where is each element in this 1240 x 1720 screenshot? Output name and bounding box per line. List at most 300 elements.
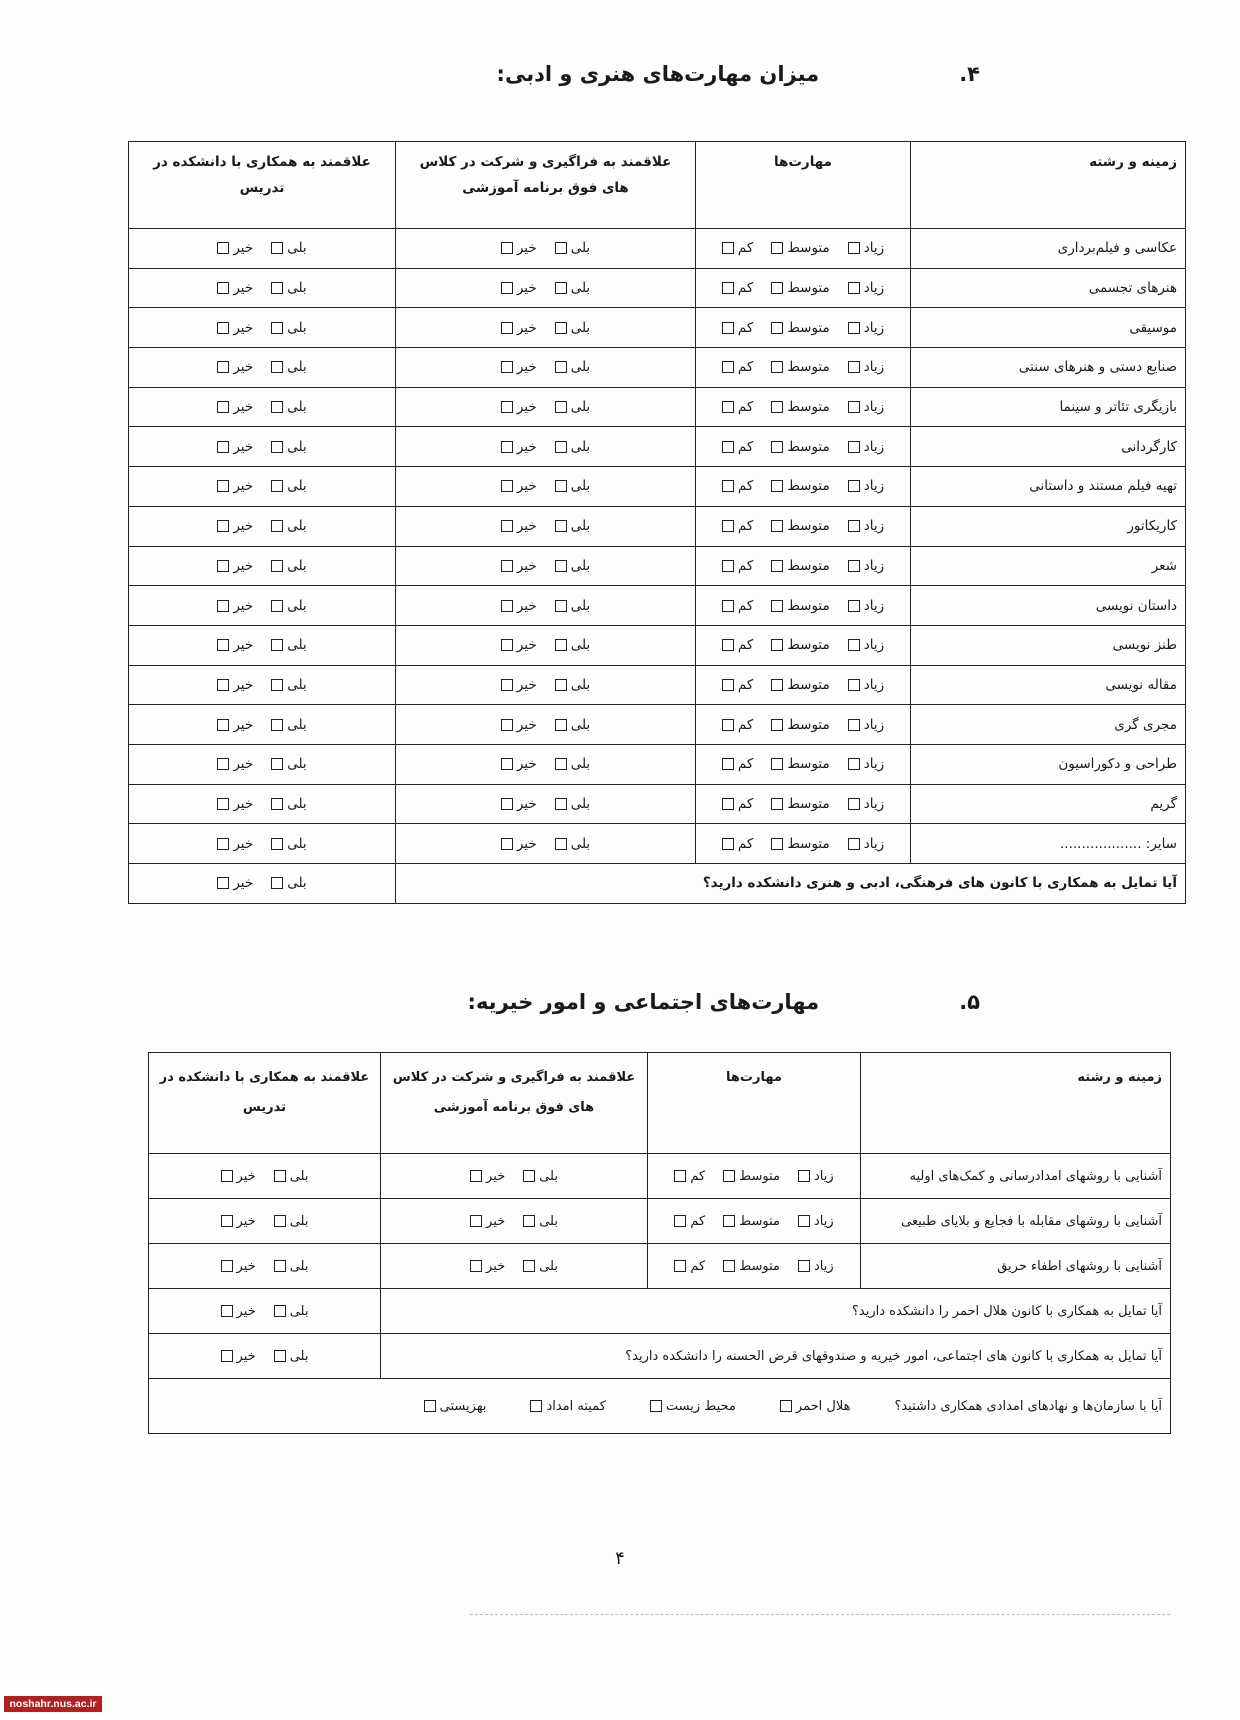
yes-checkbox[interactable] (523, 1260, 535, 1272)
medium-option[interactable] (723, 1214, 780, 1229)
no-option[interactable] (217, 558, 253, 574)
yes-option[interactable] (555, 558, 590, 574)
no-option[interactable] (221, 1169, 256, 1184)
yes-checkbox[interactable] (555, 798, 567, 810)
no-checkbox[interactable] (501, 600, 513, 612)
yes-checkbox[interactable] (271, 242, 283, 254)
yes-checkbox[interactable] (271, 480, 283, 492)
medium-checkbox[interactable] (723, 1170, 735, 1182)
no-option[interactable] (501, 359, 537, 375)
no-option[interactable] (501, 478, 537, 494)
no-checkbox[interactable] (217, 798, 229, 810)
yes-checkbox[interactable] (555, 600, 567, 612)
no-option[interactable] (501, 717, 537, 733)
no-option[interactable] (217, 478, 253, 494)
no-option[interactable] (501, 677, 537, 693)
high-option[interactable] (798, 1259, 834, 1274)
high-option[interactable] (798, 1169, 834, 1184)
medium-checkbox[interactable] (771, 361, 783, 373)
high-checkbox[interactable] (798, 1170, 810, 1182)
yes-option[interactable] (555, 717, 590, 733)
page-number: ۴ (615, 1548, 625, 1569)
no-option[interactable] (221, 1259, 256, 1274)
no-checkbox[interactable] (501, 719, 513, 731)
no-checkbox[interactable] (217, 322, 229, 334)
yes-checkbox[interactable] (555, 838, 567, 850)
yes-option[interactable] (271, 359, 306, 375)
no-checkbox[interactable] (470, 1260, 482, 1272)
no-option[interactable] (217, 518, 253, 534)
no-checkbox[interactable] (217, 838, 229, 850)
yes-option[interactable] (555, 796, 590, 812)
org-1-option[interactable] (650, 1399, 736, 1414)
yes-option[interactable] (555, 320, 590, 336)
yes-option[interactable] (555, 478, 590, 494)
medium-checkbox[interactable] (771, 322, 783, 334)
yes-checkbox[interactable] (523, 1170, 535, 1182)
medium-checkbox[interactable] (771, 798, 783, 810)
medium-option[interactable] (771, 558, 829, 574)
yes-checkbox[interactable] (271, 719, 283, 731)
low-option[interactable] (674, 1214, 705, 1229)
yes-option[interactable] (271, 558, 306, 574)
no-option[interactable] (501, 320, 537, 336)
medium-option[interactable] (771, 399, 829, 415)
medium-option[interactable] (771, 756, 829, 772)
yes-checkbox[interactable] (555, 520, 567, 532)
medium-option[interactable] (771, 439, 829, 455)
medium-option[interactable] (723, 1259, 780, 1274)
high-checkbox[interactable] (848, 282, 860, 294)
medium-checkbox[interactable] (771, 242, 783, 254)
yes-checkbox[interactable] (271, 838, 283, 850)
no-option[interactable] (217, 399, 253, 415)
yes-checkbox[interactable] (555, 361, 567, 373)
yes-option[interactable] (271, 677, 306, 693)
no-checkbox[interactable] (217, 758, 229, 770)
no-option[interactable] (501, 399, 537, 415)
no-option[interactable] (217, 677, 253, 693)
yes-checkbox[interactable] (555, 679, 567, 691)
teach-interest-cell (129, 586, 396, 626)
no-option[interactable] (221, 1349, 256, 1364)
low-option[interactable] (722, 756, 753, 772)
high-option[interactable] (848, 439, 884, 455)
medium-checkbox[interactable] (771, 838, 783, 850)
yes-option[interactable] (555, 677, 590, 693)
yes-option[interactable] (271, 598, 306, 614)
yes-checkbox[interactable] (271, 282, 283, 294)
high-checkbox[interactable] (848, 401, 860, 413)
medium-option[interactable] (771, 637, 829, 653)
medium-option[interactable] (771, 796, 829, 812)
medium-checkbox[interactable] (771, 560, 783, 572)
low-checkbox[interactable] (722, 401, 734, 413)
low-checkbox[interactable] (674, 1170, 686, 1182)
yes-option[interactable] (274, 1169, 309, 1184)
low-checkbox[interactable] (722, 560, 734, 572)
no-checkbox[interactable] (501, 838, 513, 850)
yes-checkbox[interactable] (523, 1215, 535, 1227)
yes-option[interactable] (555, 637, 590, 653)
high-checkbox[interactable] (848, 719, 860, 731)
yes-checkbox[interactable] (555, 639, 567, 651)
yes-option[interactable] (555, 518, 590, 534)
high-checkbox[interactable] (848, 361, 860, 373)
no-option[interactable] (217, 359, 253, 375)
yes-checkbox[interactable] (274, 1215, 286, 1227)
yes-option[interactable] (271, 637, 306, 653)
medium-checkbox[interactable] (771, 441, 783, 453)
yes-checkbox[interactable] (271, 441, 283, 453)
yes-checkbox[interactable] (271, 877, 283, 889)
high-checkbox[interactable] (848, 520, 860, 532)
yes-option[interactable] (271, 756, 306, 772)
high-option[interactable] (848, 359, 884, 375)
yes-option[interactable] (271, 796, 306, 812)
yes-label: بلی (289, 1168, 309, 1184)
low-option[interactable] (722, 359, 753, 375)
org-1-checkbox[interactable] (650, 1400, 662, 1412)
no-option[interactable] (501, 439, 537, 455)
high-checkbox[interactable] (848, 322, 860, 334)
low-option[interactable] (722, 717, 753, 733)
org-2-checkbox[interactable] (530, 1400, 542, 1412)
yes-checkbox[interactable] (555, 322, 567, 334)
no-checkbox[interactable] (501, 560, 513, 572)
no-option[interactable] (217, 439, 253, 455)
medium-option[interactable] (771, 598, 829, 614)
medium-option[interactable] (771, 280, 829, 296)
no-option[interactable] (501, 796, 537, 812)
no-option[interactable] (501, 756, 537, 772)
no-checkbox[interactable] (217, 719, 229, 731)
low-option[interactable] (722, 677, 753, 693)
low-option[interactable] (722, 478, 753, 494)
no-option[interactable] (501, 280, 537, 296)
no-option[interactable] (501, 598, 537, 614)
org-3-option[interactable] (424, 1399, 487, 1414)
no-checkbox[interactable] (217, 361, 229, 373)
no-option[interactable] (217, 240, 253, 256)
medium-option[interactable] (771, 518, 829, 534)
org-0-option[interactable] (780, 1399, 851, 1414)
low-checkbox[interactable] (722, 758, 734, 770)
yes-option[interactable] (271, 836, 306, 852)
medium-checkbox[interactable] (771, 679, 783, 691)
no-option[interactable] (501, 518, 537, 534)
no-checkbox[interactable] (217, 441, 229, 453)
yes-checkbox[interactable] (274, 1170, 286, 1182)
low-option[interactable] (722, 637, 753, 653)
low-label: کم (737, 518, 754, 535)
medium-label: متوسط (787, 240, 830, 257)
no-checkbox[interactable] (217, 877, 229, 889)
medium-label: متوسط (787, 557, 830, 574)
no-checkbox[interactable] (501, 520, 513, 532)
high-option[interactable] (848, 478, 884, 494)
no-checkbox[interactable] (470, 1215, 482, 1227)
low-checkbox[interactable] (722, 242, 734, 254)
yes-checkbox[interactable] (271, 322, 283, 334)
yes-checkbox[interactable] (271, 679, 283, 691)
high-option[interactable] (848, 836, 884, 852)
no-option[interactable] (501, 558, 537, 574)
low-option[interactable] (722, 439, 753, 455)
high-checkbox[interactable] (848, 758, 860, 770)
no-option[interactable] (217, 717, 253, 733)
teach-interest-cell (129, 308, 396, 348)
low-option[interactable] (722, 399, 753, 415)
no-option[interactable] (470, 1259, 505, 1274)
medium-option[interactable] (771, 359, 829, 375)
no-checkbox[interactable] (470, 1170, 482, 1182)
yes-option[interactable] (555, 359, 590, 375)
high-checkbox[interactable] (848, 560, 860, 572)
yes-option[interactable] (271, 399, 306, 415)
yes-checkbox[interactable] (555, 401, 567, 413)
yes-option[interactable] (274, 1304, 309, 1319)
high-option[interactable] (848, 717, 884, 733)
no-checkbox[interactable] (217, 242, 229, 254)
yes-option[interactable] (274, 1349, 309, 1364)
no-checkbox[interactable] (501, 322, 513, 334)
high-option[interactable] (798, 1214, 834, 1229)
high-option[interactable] (848, 558, 884, 574)
medium-checkbox[interactable] (771, 758, 783, 770)
low-checkbox[interactable] (722, 361, 734, 373)
high-checkbox[interactable] (848, 600, 860, 612)
no-checkbox[interactable] (221, 1215, 233, 1227)
medium-option[interactable] (771, 320, 829, 336)
yes-checkbox[interactable] (555, 758, 567, 770)
medium-checkbox[interactable] (771, 282, 783, 294)
high-checkbox[interactable] (848, 639, 860, 651)
no-checkbox[interactable] (217, 679, 229, 691)
yes-option[interactable] (555, 439, 590, 455)
no-checkbox[interactable] (217, 600, 229, 612)
low-checkbox[interactable] (722, 520, 734, 532)
no-option[interactable] (221, 1304, 256, 1319)
yes-no-options (137, 320, 387, 336)
high-option[interactable] (848, 280, 884, 296)
yes-option[interactable] (555, 240, 590, 256)
no-checkbox[interactable] (501, 282, 513, 294)
medium-option[interactable] (771, 836, 829, 852)
high-checkbox[interactable] (848, 480, 860, 492)
yes-option[interactable] (555, 399, 590, 415)
low-option[interactable] (674, 1259, 705, 1274)
medium-option[interactable] (771, 478, 829, 494)
no-checkbox[interactable] (217, 560, 229, 572)
yes-option[interactable] (271, 439, 306, 455)
medium-option[interactable] (723, 1169, 780, 1184)
yes-checkbox[interactable] (555, 242, 567, 254)
no-checkbox[interactable] (501, 441, 513, 453)
yes-checkbox[interactable] (271, 758, 283, 770)
medium-label: متوسط (787, 319, 830, 336)
medium-option[interactable] (771, 677, 829, 693)
no-option[interactable] (470, 1169, 505, 1184)
medium-option[interactable] (771, 240, 829, 256)
high-option[interactable] (848, 756, 884, 772)
no-option[interactable] (217, 796, 253, 812)
low-checkbox[interactable] (722, 679, 734, 691)
no-option[interactable] (501, 240, 537, 256)
no-checkbox[interactable] (501, 679, 513, 691)
yes-checkbox[interactable] (555, 282, 567, 294)
medium-checkbox[interactable] (771, 600, 783, 612)
yes-option[interactable] (555, 756, 590, 772)
yes-no-options (404, 359, 687, 375)
no-checkbox[interactable] (501, 242, 513, 254)
no-checkbox[interactable] (221, 1305, 233, 1317)
yes-checkbox[interactable] (271, 560, 283, 572)
medium-checkbox[interactable] (771, 401, 783, 413)
yes-option[interactable] (271, 320, 306, 336)
high-option[interactable] (848, 796, 884, 812)
high-option[interactable] (848, 320, 884, 336)
yes-checkbox[interactable] (555, 480, 567, 492)
low-option[interactable] (722, 836, 753, 852)
low-option[interactable] (722, 598, 753, 614)
yes-option[interactable] (523, 1214, 558, 1229)
high-checkbox[interactable] (848, 798, 860, 810)
high-option[interactable] (848, 518, 884, 534)
yes-checkbox[interactable] (271, 361, 283, 373)
medium-checkbox[interactable] (771, 639, 783, 651)
yes-checkbox[interactable] (271, 798, 283, 810)
low-option[interactable] (722, 280, 753, 296)
high-option[interactable] (848, 240, 884, 256)
no-checkbox[interactable] (501, 480, 513, 492)
yes-checkbox[interactable] (271, 600, 283, 612)
no-label: خیر (516, 240, 537, 257)
low-option[interactable] (674, 1169, 705, 1184)
high-checkbox[interactable] (848, 838, 860, 850)
low-checkbox[interactable] (722, 798, 734, 810)
low-option[interactable] (722, 558, 753, 574)
medium-checkbox[interactable] (771, 480, 783, 492)
no-option[interactable] (501, 637, 537, 653)
no-option[interactable] (217, 320, 253, 336)
table-row (129, 229, 1186, 269)
no-checkbox[interactable] (217, 520, 229, 532)
low-option[interactable] (722, 796, 753, 812)
yes-checkbox[interactable] (271, 401, 283, 413)
no-checkbox[interactable] (501, 361, 513, 373)
yes-option[interactable] (555, 836, 590, 852)
yes-option[interactable] (271, 717, 306, 733)
no-checkbox[interactable] (217, 282, 229, 294)
no-option[interactable] (221, 1214, 256, 1229)
yes-checkbox[interactable] (274, 1350, 286, 1362)
low-checkbox[interactable] (722, 282, 734, 294)
yes-checkbox[interactable] (271, 520, 283, 532)
no-checkbox[interactable] (217, 401, 229, 413)
no-checkbox[interactable] (501, 639, 513, 651)
yes-option[interactable] (271, 280, 306, 296)
no-option[interactable] (217, 637, 253, 653)
high-checkbox[interactable] (798, 1260, 810, 1272)
low-option[interactable] (722, 518, 753, 534)
no-checkbox[interactable] (217, 480, 229, 492)
yes-option[interactable] (271, 518, 306, 534)
high-option[interactable] (848, 399, 884, 415)
no-option[interactable] (217, 875, 253, 891)
no-option[interactable] (217, 756, 253, 772)
yes-option[interactable] (271, 240, 306, 256)
low-checkbox[interactable] (722, 322, 734, 334)
high-option[interactable] (848, 677, 884, 693)
yes-option[interactable] (555, 598, 590, 614)
low-checkbox[interactable] (674, 1260, 686, 1272)
low-checkbox[interactable] (722, 441, 734, 453)
teach-interest-cell (129, 387, 396, 427)
skill-level-cell (696, 467, 911, 507)
high-checkbox[interactable] (798, 1215, 810, 1227)
no-option[interactable] (217, 280, 253, 296)
low-checkbox[interactable] (722, 480, 734, 492)
no-checkbox[interactable] (221, 1260, 233, 1272)
no-checkbox[interactable] (217, 639, 229, 651)
no-option[interactable] (470, 1214, 505, 1229)
org-2-option[interactable] (530, 1399, 605, 1414)
medium-checkbox[interactable] (723, 1260, 735, 1272)
yes-option[interactable] (523, 1169, 558, 1184)
yes-checkbox[interactable] (274, 1260, 286, 1272)
yes-checkbox[interactable] (555, 441, 567, 453)
high-option[interactable] (848, 637, 884, 653)
yes-option[interactable] (523, 1259, 558, 1274)
yes-option[interactable] (271, 875, 306, 891)
low-checkbox[interactable] (674, 1215, 686, 1227)
no-option[interactable] (501, 836, 537, 852)
high-option[interactable] (848, 598, 884, 614)
high-checkbox[interactable] (848, 441, 860, 453)
low-checkbox[interactable] (722, 719, 734, 731)
org-3-checkbox[interactable] (424, 1400, 436, 1412)
low-checkbox[interactable] (722, 639, 734, 651)
medium-option[interactable] (771, 717, 829, 733)
no-checkbox[interactable] (501, 798, 513, 810)
medium-checkbox[interactable] (771, 719, 783, 731)
no-option[interactable] (217, 836, 253, 852)
yes-option[interactable] (555, 280, 590, 296)
no-checkbox[interactable] (501, 758, 513, 770)
low-checkbox[interactable] (722, 838, 734, 850)
no-option[interactable] (217, 598, 253, 614)
yes-checkbox[interactable] (555, 719, 567, 731)
yes-option[interactable] (274, 1259, 309, 1274)
yes-option[interactable] (271, 478, 306, 494)
low-checkbox[interactable] (722, 600, 734, 612)
high-checkbox[interactable] (848, 679, 860, 691)
yes-checkbox[interactable] (271, 639, 283, 651)
high-checkbox[interactable] (848, 242, 860, 254)
yes-option[interactable] (274, 1214, 309, 1229)
yes-checkbox[interactable] (274, 1305, 286, 1317)
low-option[interactable] (722, 320, 753, 336)
low-option[interactable] (722, 240, 753, 256)
no-checkbox[interactable] (501, 401, 513, 413)
no-checkbox[interactable] (221, 1350, 233, 1362)
org-0-checkbox[interactable] (780, 1400, 792, 1412)
medium-checkbox[interactable] (771, 520, 783, 532)
medium-checkbox[interactable] (723, 1215, 735, 1227)
yes-checkbox[interactable] (555, 560, 567, 572)
no-checkbox[interactable] (221, 1170, 233, 1182)
